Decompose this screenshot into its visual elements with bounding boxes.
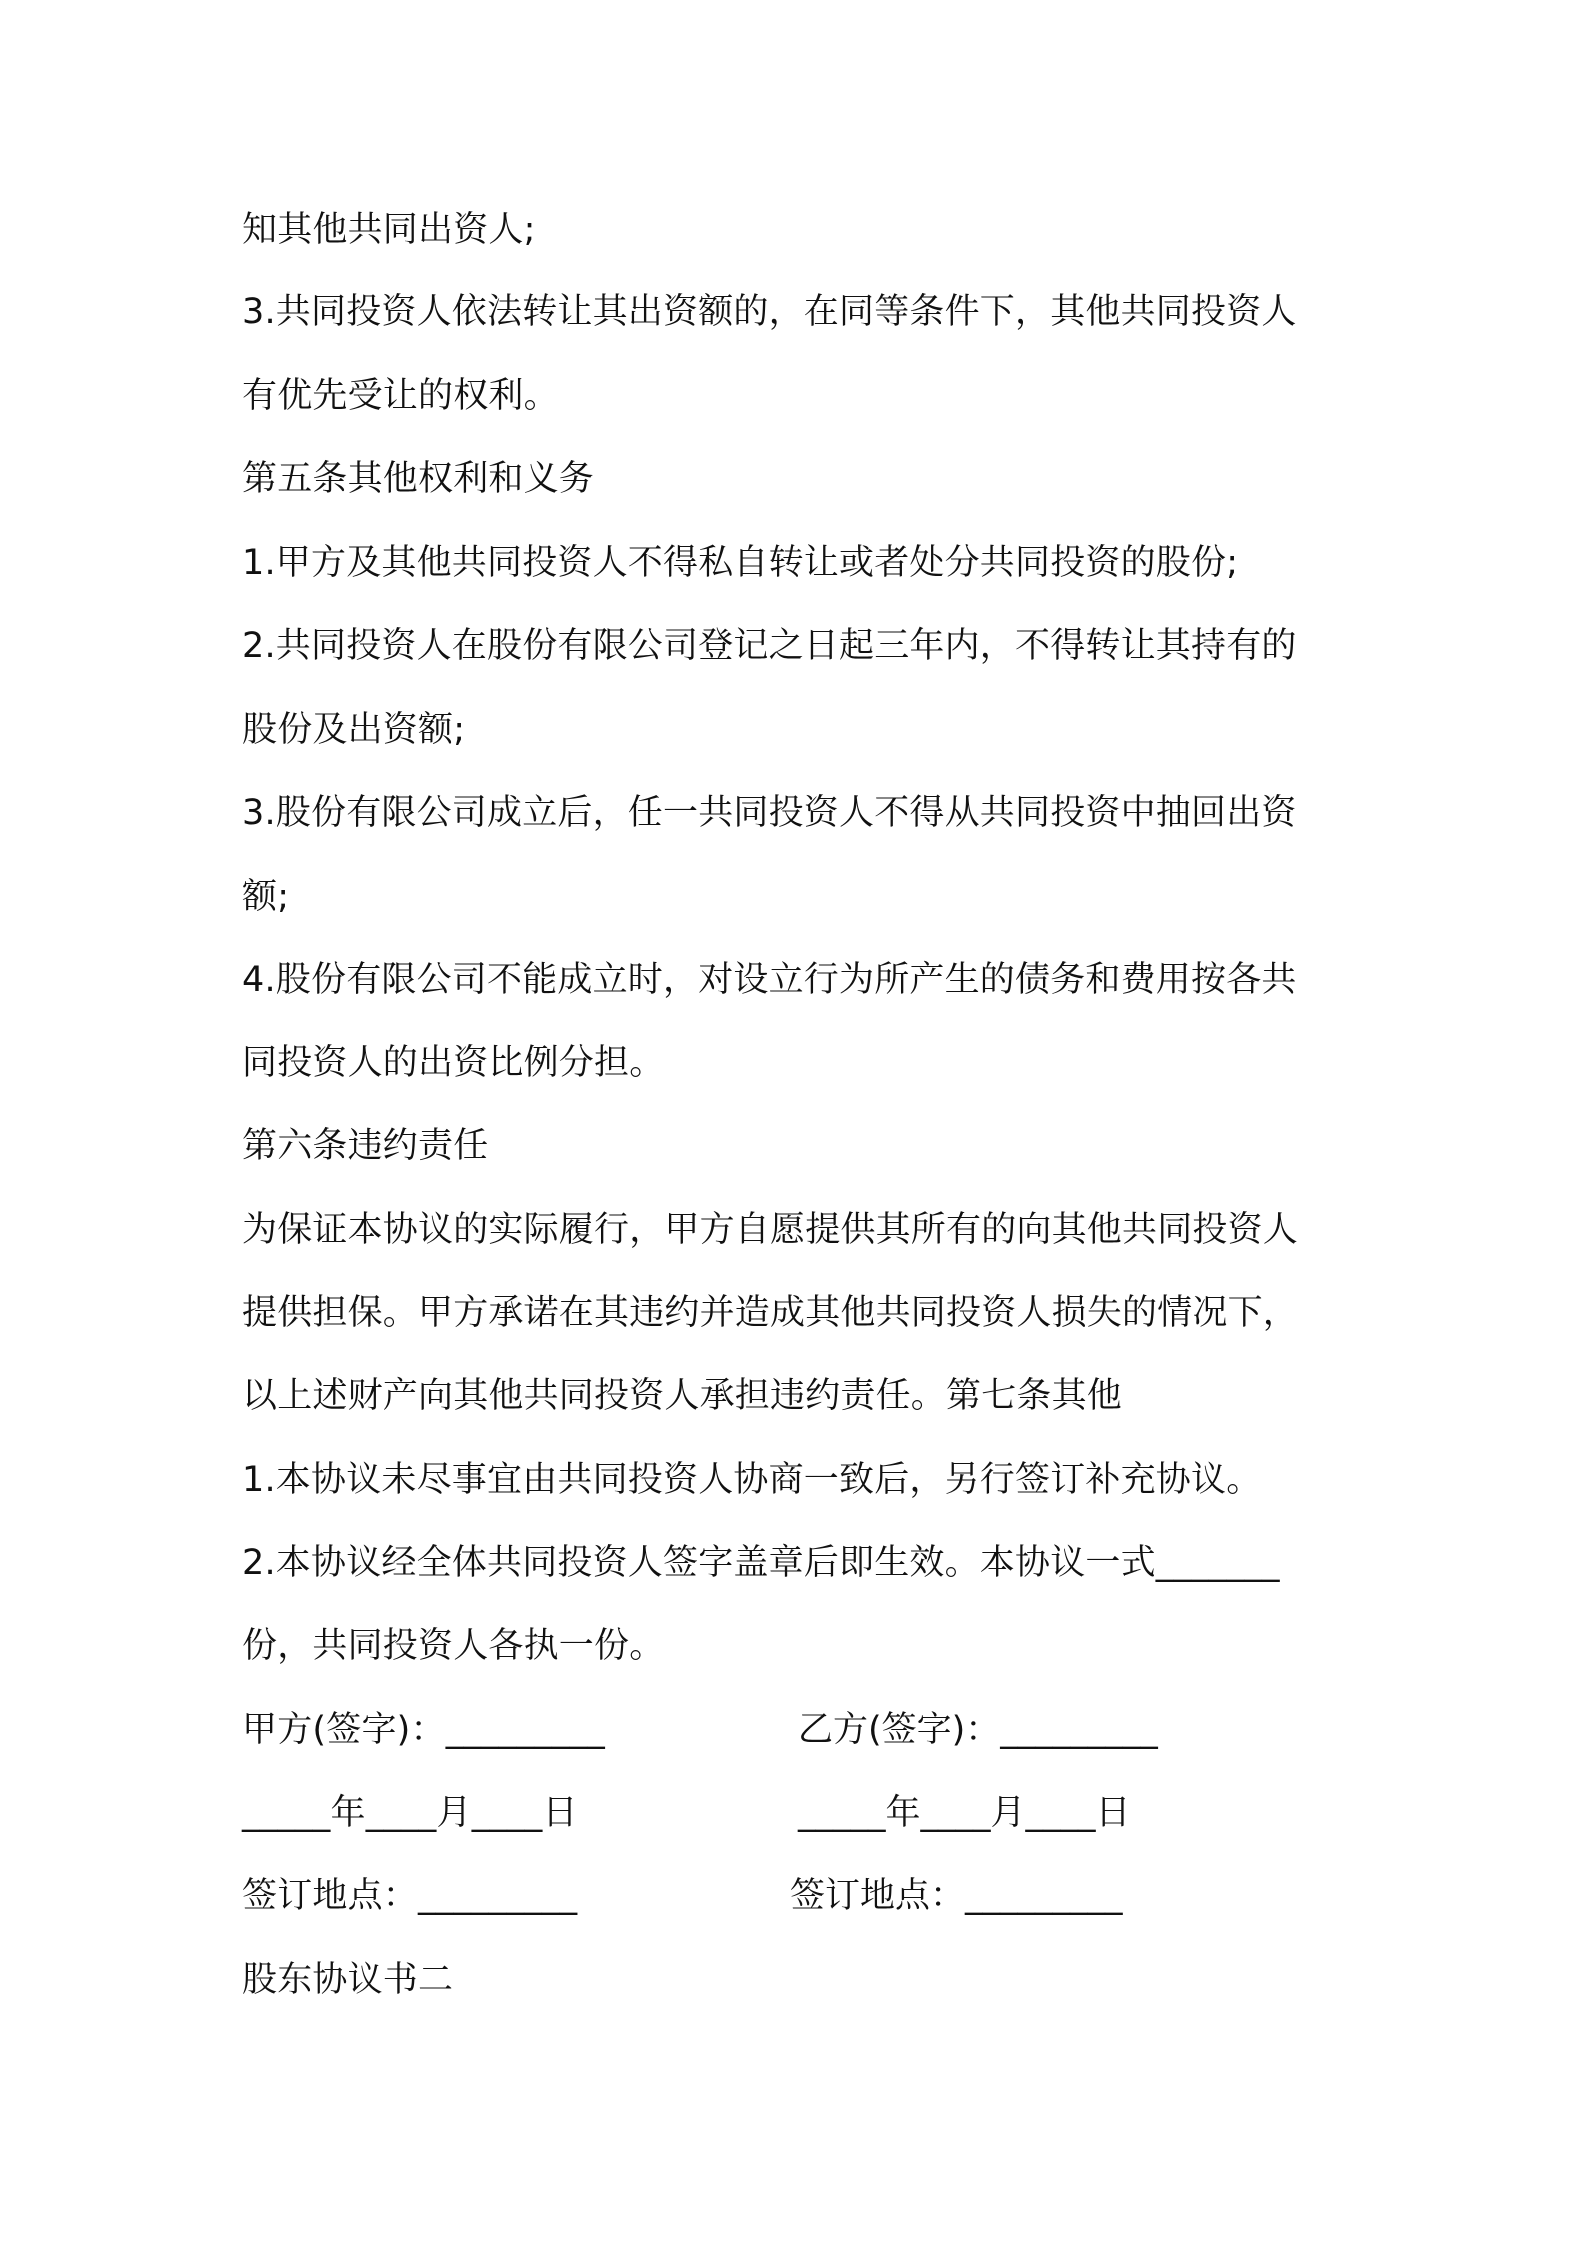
party-b-place: 签订地点：_________ [790,1876,1123,1916]
text-line-10: 4.股份有限公司不能成立时，对设立行为所产生的债务和费用按各共 [242,960,1297,1000]
text-line-7: 股份及出资额; [242,710,466,750]
party-b-date: _____年____月____日 [798,1793,1131,1833]
text-line-13: 为保证本协议的实际履行，甲方自愿提供其所有的向其他共同投资人 [242,1210,1299,1250]
text-line-1: 知其他共同出资人; [242,210,536,250]
text-line-14: 提供担保。甲方承诺在其违约并造成其他共同投资人损失的情况下， [242,1293,1299,1333]
party-a-place: 签订地点：_________ [242,1876,578,1916]
party-a-date: _____年____月____日 [242,1793,578,1833]
section-heading-5: 第五条其他权利和义务 [242,459,595,499]
text-line-18: 份，共同投资人各执一份。 [242,1626,665,1666]
party-b-signature: 乙方(签字)：_________ [798,1710,1158,1750]
text-line-16: 1.本协议未尽事宜由共同投资人协商一致后，另行签订补充协议。 [242,1460,1262,1500]
next-document-title: 股东协议书二 [242,1960,454,2000]
text-line-9: 额; [242,877,290,917]
text-line-15: 以上述财产向其他共同投资人承担违约责任。第七条其他 [242,1376,1123,1416]
party-a-signature: 甲方(签字)：_________ [242,1710,606,1750]
text-line-11: 同投资人的出资比例分担。 [242,1043,665,1083]
text-line-17: 2.本协议经全体共同投资人签字盖章后即生效。本协议一式_______ [242,1543,1280,1583]
text-line-2: 3.共同投资人依法转让其出资额的，在同等条件下，其他共同投资人 [242,292,1297,332]
section-heading-6: 第六条违约责任 [242,1126,489,1166]
text-line-8: 3.股份有限公司成立后，任一共同投资人不得从共同投资中抽回出资 [242,793,1297,833]
text-line-5: 1.甲方及其他共同投资人不得私自转让或者处分共同投资的股份; [242,543,1239,583]
text-line-6: 2.共同投资人在股份有限公司登记之日起三年内，不得转让其持有的 [242,626,1297,666]
text-line-3: 有优先受让的权利。 [242,376,559,416]
